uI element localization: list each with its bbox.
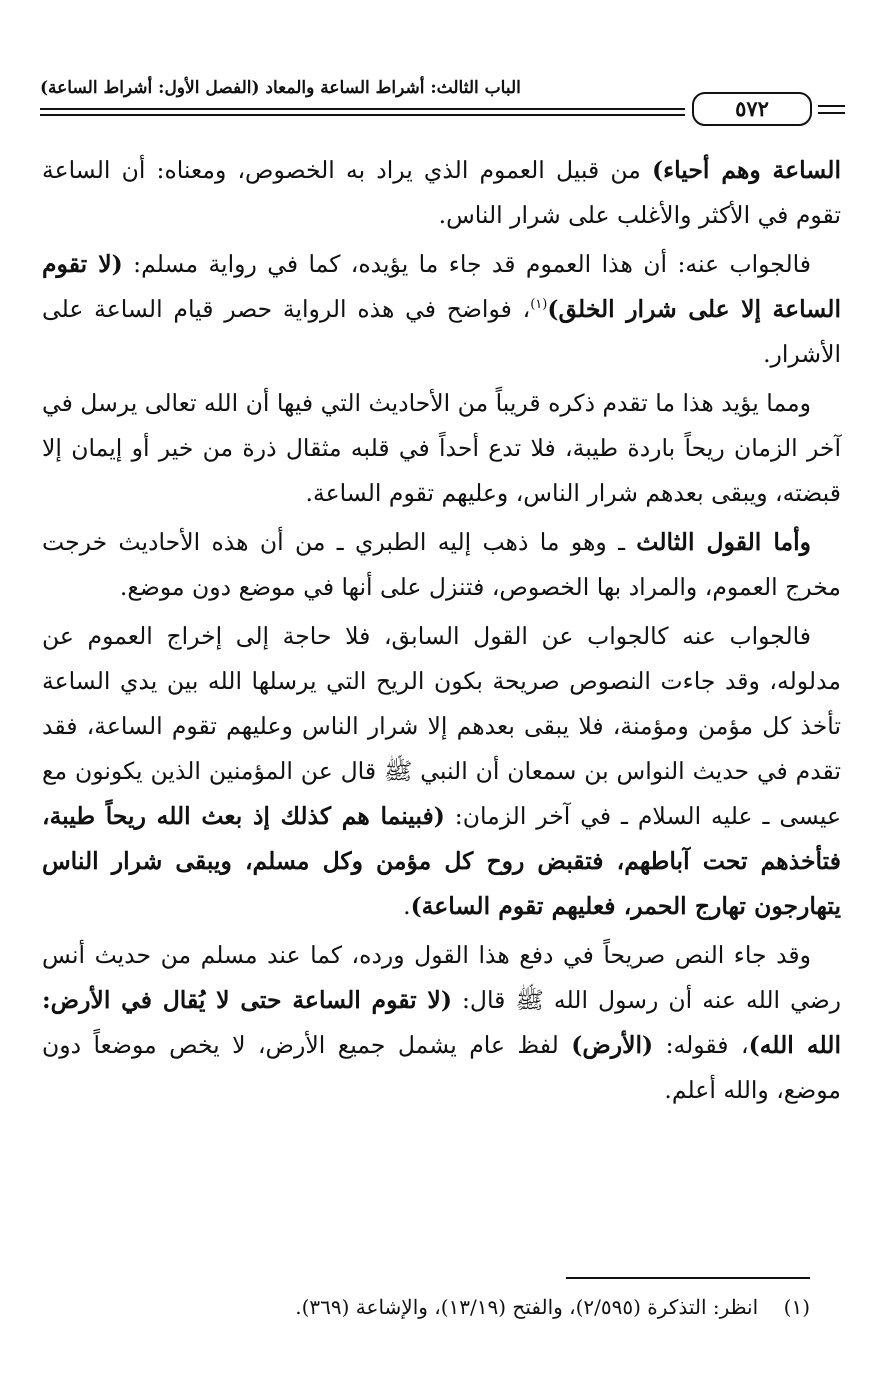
footnote-reference: (١) (530, 297, 548, 313)
text-run: ، فقوله: (653, 1031, 749, 1059)
footnote-marker: (١) (783, 1295, 810, 1319)
text-run: ، فواضح في هذه الرواية حصر قيام الساعة على الأشرار. (42, 295, 841, 368)
header-dash (818, 112, 845, 114)
bold-quote: (الأرض) (571, 1031, 654, 1059)
text-run: فالجواب عنه: أن هذا العموم قد جاء ما يؤيده، كما في رواية مسلم: (122, 250, 811, 278)
footnote-rule (566, 1277, 810, 1279)
page-number: ٥٧٢ (692, 92, 812, 126)
header-rule (40, 108, 685, 110)
bold-quote: (فبينما هم كذلك إذ بعث الله ريحاً طيبة، فتأخذهم تحت آباطهم، فتقبض روح كل مؤمن وكل مسلم، ويبقى شرار الناس يتهارجون تهارج الحمر، فعليهم تقوم الساعة) (42, 802, 841, 920)
paragraph (42, 148, 841, 238)
bold-quote: (لا تقوم الساعة إلا على شرار الخلق) (42, 250, 841, 323)
text-run: لفظ عام يشمل جميع الأرض، لا يخص موضعاً دون موضع، والله أعلم. (42, 1031, 841, 1104)
paragraph (42, 242, 841, 377)
footnote-text: انظر: التذكرة (٢/٥٩٥)، والفتح (١٣/١٩)، والإشاعة (٣٦٩). (295, 1295, 759, 1319)
body-text (42, 148, 841, 1117)
header-dash (818, 105, 845, 107)
text-run: . (403, 892, 411, 920)
text-run: ـ وهو ما ذهب إليه الطبري ـ من أن هذه الأحاديث خرجت مخرج العموم، والمراد بها الخصوص، فتنزل على أنها في موضع دون موضع. (42, 528, 841, 601)
text-run: فالجواب عنه كالجواب عن القول السابق، فلا حاجة إلى إخراج العموم عن مدلوله، وقد جاءت النصوص صريحة بكون الريح التي يرسلها الله بين يدي الساعة تأخذ كل مؤمن ومؤمنة، فلا يبقى بعدهم إلا شرار الناس وعليهم تقوم الساعة، فقد تقدم في حديث النواس بن سمعان أن النبي ﷺ قال عن المؤمنين الذين يكونون مع عيسى ـ عليه السلام ـ في آخر الزمان: (42, 622, 841, 830)
page-header (40, 78, 845, 128)
paragraph (42, 520, 841, 610)
paragraph (42, 381, 841, 516)
paragraph (42, 614, 841, 929)
paragraph (42, 933, 841, 1113)
footnote (80, 1290, 810, 1324)
text-run: وقد جاء النص صريحاً في دفع هذا القول ورده، كما عند مسلم من حديث أنس رضي الله عنه أن رسول الله ﷺ قال: (42, 941, 841, 1014)
text-run: ومما يؤيد هذا ما تقدم ذكره قريباً من الأحاديث التي فيها أن الله تعالى يرسل في آخر الزمان ريحاً باردة طيبة، فلا تدع أحداً في قلبه مثقال ذرة من خير أو إيمان إلا قبضته، ويبقى بعدهم شرار الناس، وعليهم تقوم الساعة. (42, 389, 841, 507)
bold-quote: الساعة وهم أحياء) (651, 156, 841, 184)
bold-quote: وأما القول الثالث (636, 528, 811, 556)
running-title: الباب الثالث: أشراط الساعة والمعاد (الفصل الأول: أشراط الساعة) (40, 78, 521, 98)
bold-quote: (لا تقوم الساعة حتى لا يُقال في الأرض: الله الله) (42, 986, 841, 1059)
header-rule (40, 114, 685, 116)
text-run: من قبيل العموم الذي يراد به الخصوص، ومعناه: أن الساعة تقوم في الأكثر والأغلب على شرار الناس. (42, 156, 841, 229)
